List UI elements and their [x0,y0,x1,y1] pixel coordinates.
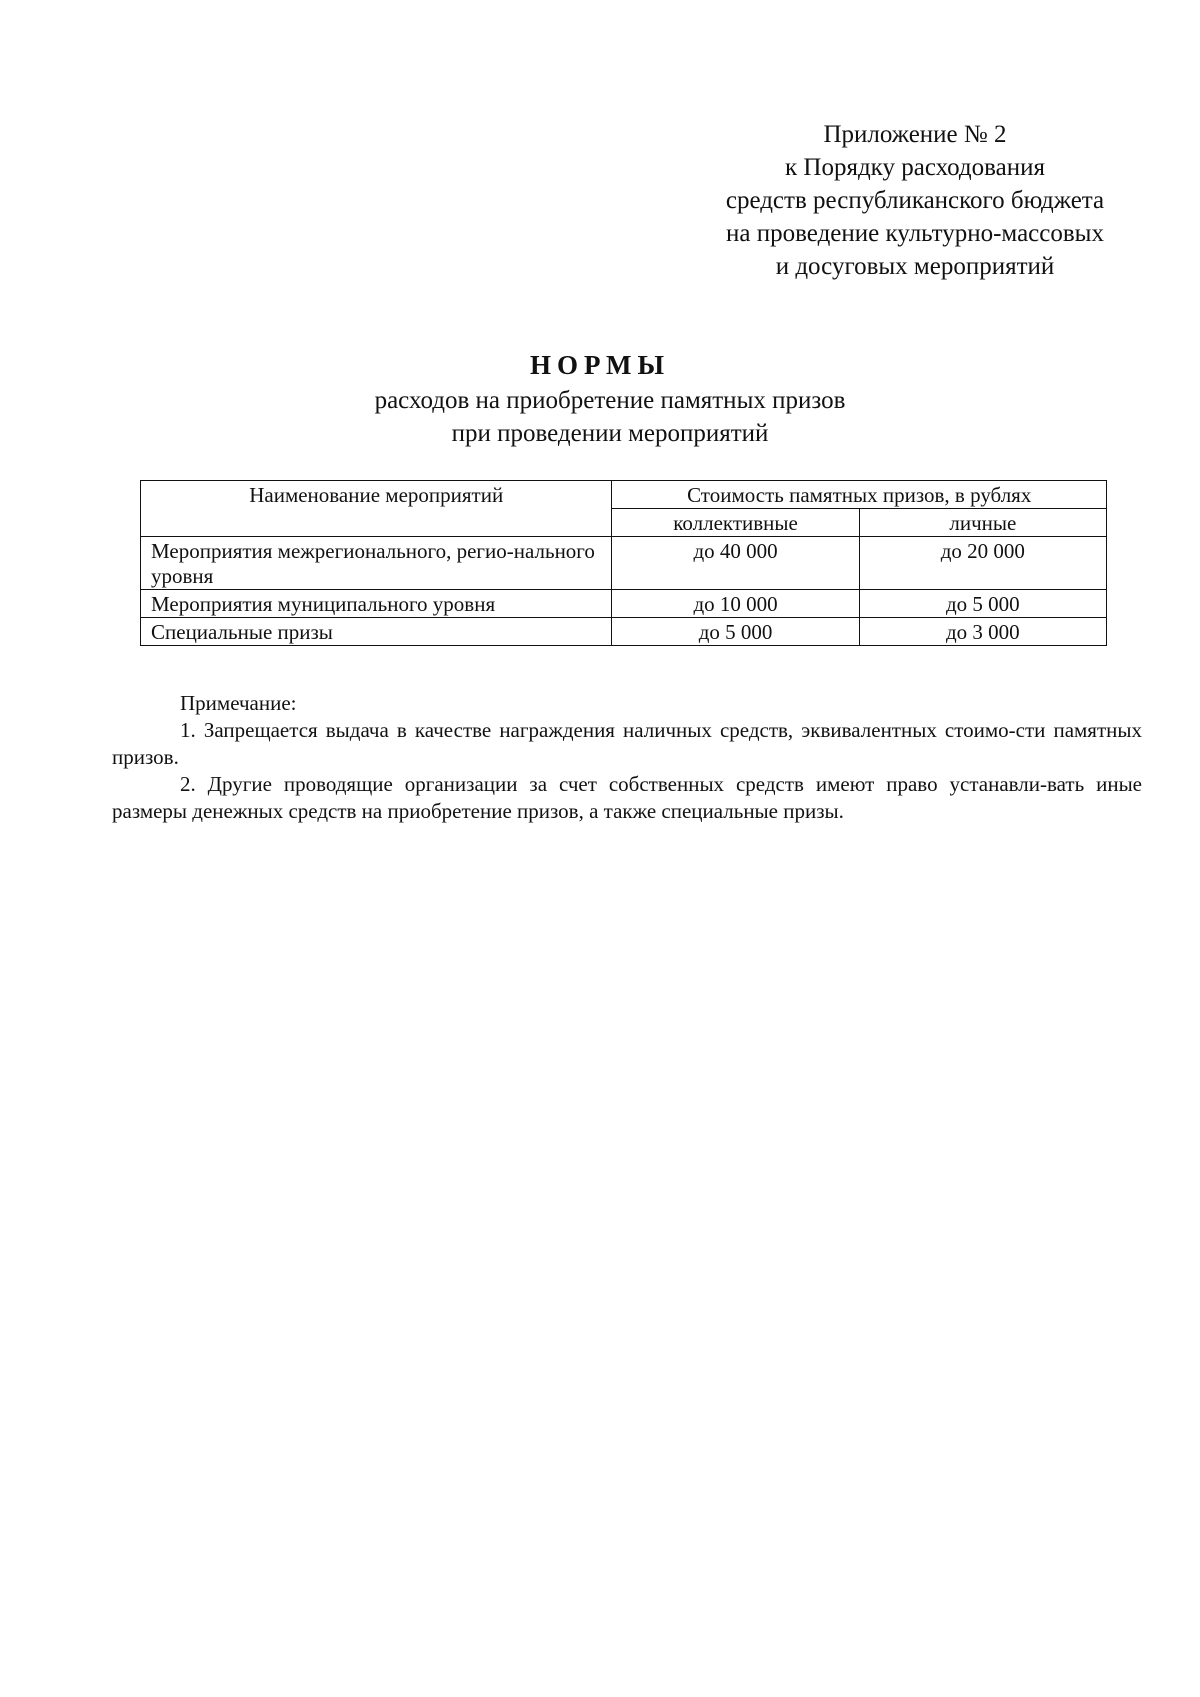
norms-table [140,480,1107,646]
appendix-line: и досуговых мероприятий [775,253,1055,280]
row-event-name: Мероприятия муниципального уровня [141,590,612,618]
notes-label: Примечание: [180,691,297,715]
appendix-line: на проведение культурно-массовых [726,220,1104,247]
subtitle-line: расходов на приобретение памятных призов [374,387,846,414]
appendix-header [680,118,1150,283]
appendix-line: Приложение № 2 [823,121,1007,148]
note-item: 2. Другие проводящие организации за счет собственных средств имеют право устанавли-вать иные размеры денежных средств на приобретение призов, а также специальные призы. [112,772,1142,823]
row-personal-value: до 3 000 [859,618,1106,646]
row-collective-value: до 10 000 [612,590,859,618]
row-collective-value: до 5 000 [612,618,859,646]
header-prize-cost: Стоимость памятных призов, в рублях [612,481,1107,509]
row-personal-value: до 20 000 [859,537,1106,590]
document-title: НОРМЫ [530,350,670,380]
notes-section [112,690,1142,825]
subtitle-line: при проведении мероприятий [451,420,769,447]
appendix-line: средств республиканского бюджета [725,187,1105,214]
note-item: 1. Запрещается выдача в качестве награждения наличных средств, эквивалентных стоимо-сти памятных призов. [112,718,1142,769]
table-row [141,590,1107,618]
document-subtitle [200,384,1020,450]
header-event-name: Наименование мероприятий [141,481,612,537]
row-event-name: Специальные призы [141,618,612,646]
header-personal: личные [859,509,1106,537]
row-event-name: Мероприятия межрегионального, регио-нального уровня [141,537,612,590]
row-personal-value: до 5 000 [859,590,1106,618]
header-collective: коллективные [612,509,859,537]
table-header-row [141,481,1107,509]
table-row [141,537,1107,590]
row-collective-value: до 40 000 [612,537,859,590]
table-row [141,618,1107,646]
appendix-line: к Порядку расходования [785,154,1045,181]
